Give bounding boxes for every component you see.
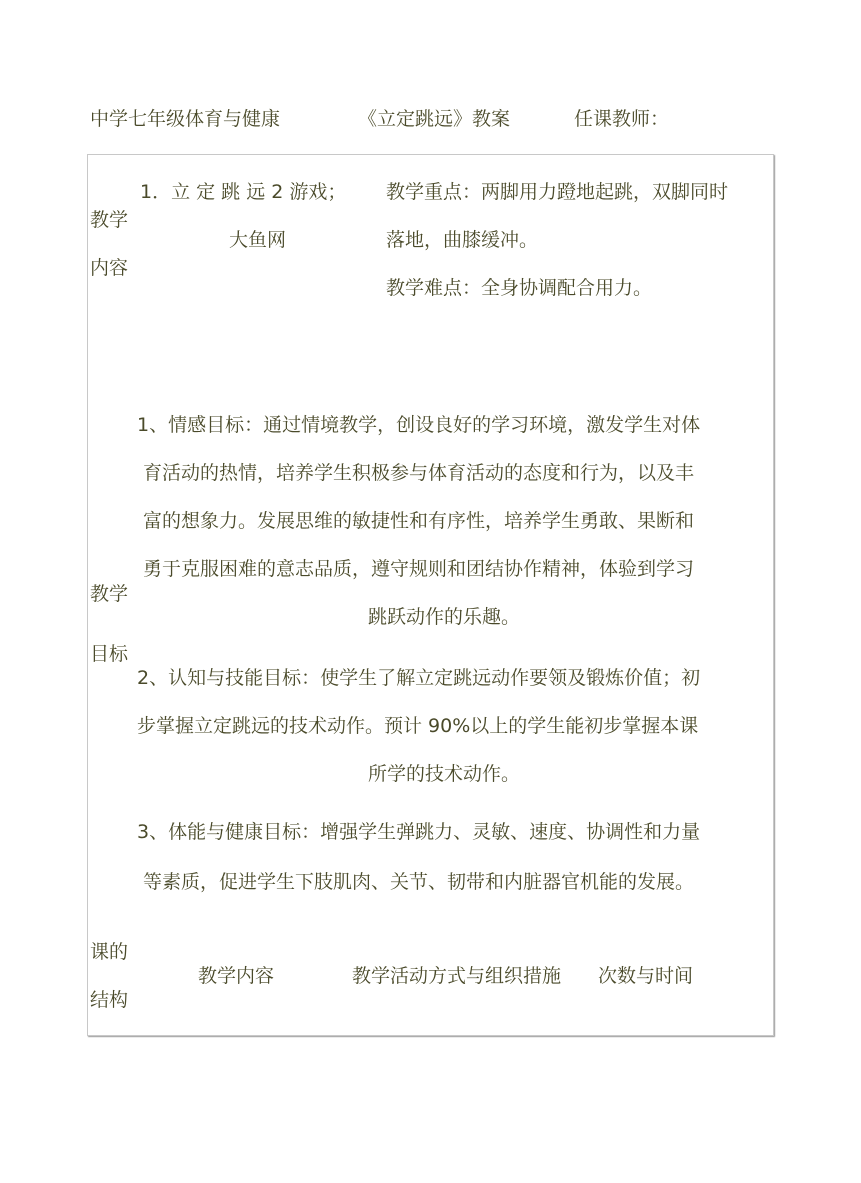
goal-3-line: 3、体能与健康目标：增强学生弹跳力、灵敏、速度、协调性和力量 bbox=[137, 821, 701, 843]
column-header-activities: 教学活动方式与组织措施 bbox=[352, 965, 562, 987]
goal-2-line: 步掌握立定跳远的技术动作。预计 90%以上的学生能初步掌握本课 bbox=[137, 715, 699, 737]
content-item-1b: 大鱼网 bbox=[229, 229, 287, 251]
lesson-title: 《立定跳远》教案 bbox=[358, 108, 511, 130]
goal-3-line: 等素质，促进学生下肢肌肉、关节、韧带和内脏器官机能的发展。 bbox=[143, 871, 695, 893]
content-label-2: 内容 bbox=[90, 257, 129, 279]
goal-1-line: 跳跃动作的乐趣。 bbox=[368, 606, 521, 628]
difficulty: 教学难点：全身协调配合用力。 bbox=[386, 277, 653, 299]
column-header-time: 次数与时间 bbox=[598, 965, 694, 987]
structure-label-2: 结构 bbox=[90, 989, 129, 1011]
goal-2-line: 2、认知与技能目标：使学生了解立定跳远动作要领及锻炼价值；初 bbox=[137, 667, 701, 689]
teacher-label: 任课教师： bbox=[574, 108, 670, 130]
goal-1-line: 富的想象力。发展思维的敏捷性和有序性，培养学生勇敢、果断和 bbox=[143, 510, 695, 532]
goals-label-1: 教学 bbox=[90, 583, 129, 605]
key-point-line1: 教学重点：两脚用力蹬地起跳，双脚同时 bbox=[386, 181, 729, 203]
column-header-content: 教学内容 bbox=[198, 965, 275, 987]
key-point-line2: 落地，曲膝缓冲。 bbox=[386, 229, 539, 251]
course-title: 中学七年级体育与健康 bbox=[90, 108, 281, 130]
goals-label-2: 目标 bbox=[90, 643, 129, 665]
goal-2-line: 所学的技术动作。 bbox=[368, 763, 521, 785]
content-label-1: 教学 bbox=[90, 209, 129, 231]
goal-1-line: 育活动的热情，培养学生积极参与体育活动的态度和行为，以及丰 bbox=[143, 462, 695, 484]
goal-1-line: 1、情感目标：通过情境教学，创设良好的学习环境，激发学生对体 bbox=[137, 414, 701, 436]
content-item-1: 1．立 定 跳 远 2 游戏； bbox=[140, 181, 347, 203]
structure-label-1: 课的 bbox=[90, 941, 129, 963]
goal-1-line: 勇于克服困难的意志品质，遵守规则和团结协作精神，体验到学习 bbox=[143, 558, 695, 580]
